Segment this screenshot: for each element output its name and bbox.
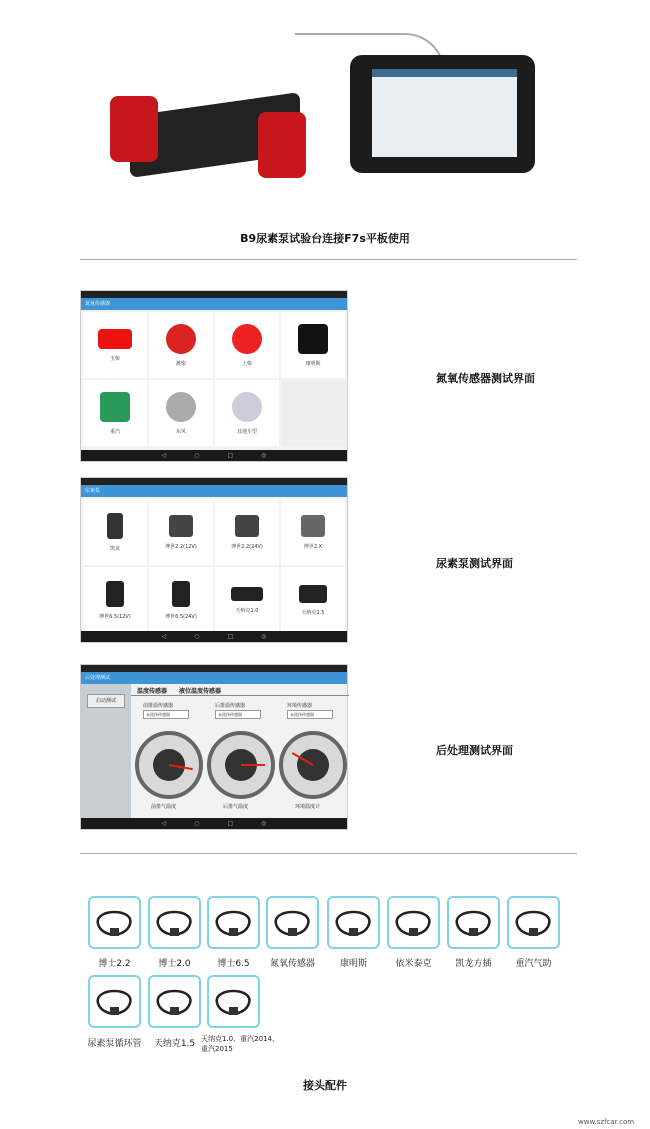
pump-tile[interactable]: 天纳克1.0 [215, 567, 279, 633]
gauge-needle [292, 752, 314, 766]
pump-icon [235, 515, 259, 537]
cable-tile [387, 896, 440, 949]
nox-side-label: 氮氧传感器测试界面 [436, 372, 535, 385]
screen-title: 氮氧传感器 [81, 298, 347, 310]
tab-divider [131, 695, 349, 696]
brand-tile[interactable]: 重汽 [83, 380, 147, 446]
hero-image [105, 25, 545, 205]
cable-label: 康明斯 [339, 959, 367, 969]
cable-tile [207, 975, 260, 1028]
pump-icon [299, 585, 327, 603]
start-test-button[interactable]: 启动测试 [87, 694, 125, 708]
home-icon[interactable]: ○ [194, 633, 200, 640]
cable-tile [507, 896, 560, 949]
accessories-caption: 接头配件 [303, 1079, 347, 1092]
f7s-tablet [350, 55, 535, 173]
empty-tile [281, 380, 345, 446]
cable-icon [268, 898, 317, 947]
cable-label: 博士2.0 [158, 959, 191, 969]
pump-tile[interactable]: 博世6.5(12V) [83, 567, 147, 633]
back-icon[interactable]: ◁ [161, 633, 167, 640]
cable-icon [150, 898, 199, 947]
aftertreatment-side-label: 后处理测试界面 [436, 744, 513, 757]
aftertreatment-screenshot [80, 664, 348, 830]
hero-caption: B9尿素泵试验台连接F7s平板使用 [240, 232, 410, 245]
cable-icon [150, 977, 199, 1026]
pump-tile[interactable]: 博世2.2(12V) [149, 499, 213, 565]
urea-pump-screenshot [80, 477, 348, 643]
android-navbar [81, 818, 347, 829]
cummins-logo-icon [298, 324, 328, 354]
cable-tile [88, 975, 141, 1028]
menu-icon[interactable]: ◎ [261, 633, 267, 640]
other-models-icon [232, 392, 262, 422]
pump-icon [107, 513, 123, 539]
gauge-needle [169, 764, 193, 770]
yuchai-logo-icon [98, 329, 132, 349]
brand-tile[interactable]: 其他车型 [215, 380, 279, 446]
sinotruk-logo-icon [100, 392, 130, 422]
tab-level-temp-sensor[interactable]: 液位温度传感器 [179, 688, 222, 695]
pump-icon [301, 515, 325, 537]
screen-title: 后处理测试 [81, 672, 347, 684]
back-icon[interactable]: ◁ [161, 452, 167, 459]
gauge-label: 前排气温度 [151, 804, 177, 810]
nox-sensor-screenshot [80, 290, 348, 462]
gauge-label: 环境温度计 [295, 804, 321, 810]
menu-icon[interactable]: ◎ [261, 820, 267, 827]
screen-title: 尿素泵 [81, 485, 347, 497]
pump-tile[interactable]: 博世6.5(24V) [149, 567, 213, 633]
divider [80, 259, 577, 260]
weichai-logo-icon [166, 324, 196, 354]
cable-tile [148, 975, 201, 1028]
cable-tile [88, 896, 141, 949]
cable-tile [148, 896, 201, 949]
sensor-title: 后排温传感器 [215, 703, 246, 709]
temp-gauge [279, 731, 347, 799]
tab-temp-sensor[interactable]: 温度传感器 [137, 688, 168, 695]
cable-label: 博士6.5 [217, 959, 250, 969]
pump-icon [169, 515, 193, 537]
gauge-label: 后排气温度 [223, 804, 249, 810]
temp-gauge [207, 731, 275, 799]
cable-label: 重汽气助 [515, 959, 552, 969]
divider [80, 853, 577, 854]
pump-tile[interactable]: 天纳克1.5 [281, 567, 345, 633]
home-icon[interactable]: ○ [194, 452, 200, 459]
cable-icon [209, 898, 258, 947]
sensor-select[interactable]: 未选择传感器 [215, 710, 261, 719]
cable-icon [209, 977, 258, 1026]
nox-brand-grid [83, 312, 345, 446]
brand-tile[interactable]: 东风 [149, 380, 213, 446]
recent-icon[interactable]: □ [227, 820, 234, 827]
cable-label: 尿素泵循环管 [87, 1039, 142, 1049]
sensor-select[interactable]: 未选择传感器 [143, 710, 189, 719]
shangchai-logo-icon [232, 324, 262, 354]
cable-tile [447, 896, 500, 949]
cable-icon [449, 898, 498, 947]
cable-label: 天纳克1.0、重汽2014、 [201, 1035, 279, 1043]
dongfeng-logo-icon [166, 392, 196, 422]
recent-icon[interactable]: □ [227, 633, 234, 640]
cable-icon [90, 977, 139, 1026]
home-icon[interactable]: ○ [194, 820, 200, 827]
watermark: www.szfcar.com [578, 1118, 635, 1126]
pump-icon [106, 581, 124, 607]
cable-icon [389, 898, 438, 947]
cable-label: 依米泰克 [395, 959, 432, 969]
left-panel [81, 684, 131, 820]
cable-label: 天纳克1.5 [153, 1039, 196, 1049]
menu-icon[interactable]: ◎ [261, 452, 267, 459]
pump-tile[interactable]: 凯龙 [83, 499, 147, 565]
brand-tile[interactable]: 上柴 [215, 312, 279, 378]
recent-icon[interactable]: □ [227, 452, 234, 459]
pump-icon [231, 587, 263, 601]
brand-tile[interactable]: 潍柴 [149, 312, 213, 378]
sensor-title: 前排温传感器 [143, 703, 174, 709]
cable-label: 博士2.2 [98, 959, 131, 969]
back-icon[interactable]: ◁ [161, 820, 167, 827]
cable-tile [327, 896, 380, 949]
android-navbar [81, 450, 347, 461]
cable-label: 氮氧传感器 [269, 959, 315, 969]
sensor-select[interactable]: 未选择传感器 [287, 710, 333, 719]
brand-tile[interactable]: 康明斯 [281, 312, 345, 378]
temp-gauge [135, 731, 203, 799]
b9-test-bench [110, 82, 310, 182]
urea-side-label: 尿素泵测试界面 [436, 557, 513, 570]
cable-label: 凯龙方插 [455, 959, 492, 969]
cable-tile [207, 896, 260, 949]
cable-icon [509, 898, 558, 947]
urea-pump-grid [83, 499, 345, 633]
cable-icon [329, 898, 378, 947]
cable-label: 重汽2015 [201, 1045, 233, 1053]
pump-tile[interactable]: 博世2.2(24V) [215, 499, 279, 565]
android-navbar [81, 631, 347, 642]
cable-icon [90, 898, 139, 947]
sensor-title: 环境传感器 [287, 703, 313, 709]
brand-tile[interactable]: 玉柴 [83, 312, 147, 378]
pump-icon [172, 581, 190, 607]
gauge-needle [241, 764, 265, 766]
pump-tile[interactable]: 博世2.X [281, 499, 345, 565]
cable-tile [266, 896, 319, 949]
